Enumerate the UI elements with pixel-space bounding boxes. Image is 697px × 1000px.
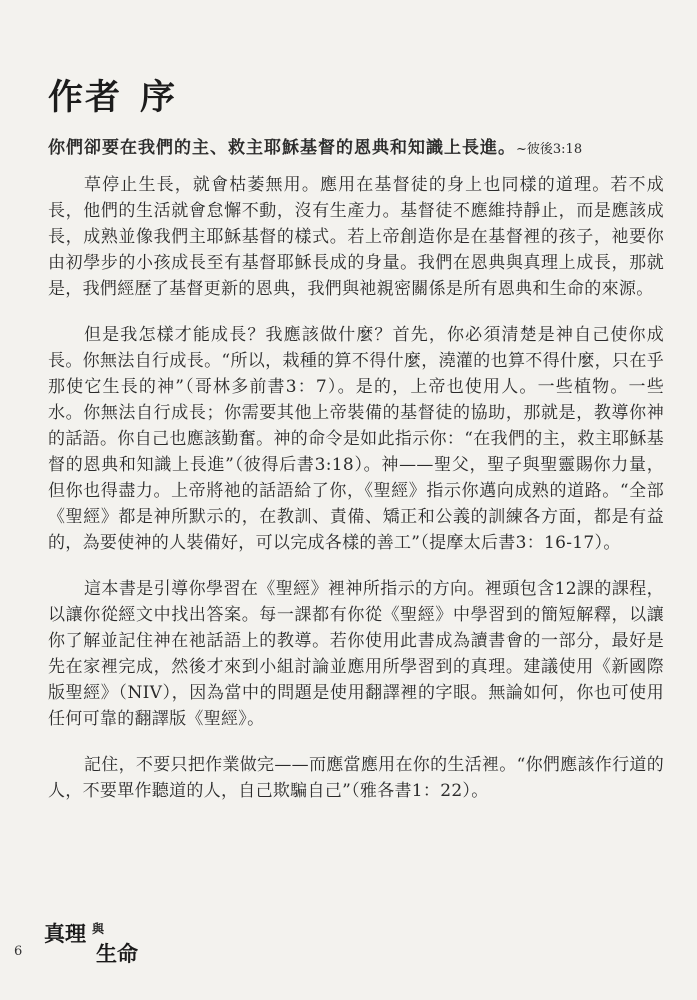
body-text — [48, 172, 664, 824]
paragraph: 但是我怎樣才能成長？我應該做什麼？首先，你必須清楚是神自己使你成長。你無法自行成長。“所以，栽種的算不得什麼，澆灌的也算不得什麼，只在乎那使它生長的神”（哥林多前書3：7）。是的，上帝也使用人。一些植物。一些水。你無法自行成長；你需要其他上帝裝備的基督徒的協助，那就是，教導你神的話語。你自己也應該勤奮。神的命令是如此指示你：“在我們的主，救主耶穌基督的恩典和知識上長進”（彼得后書3:18）。神——聖父，聖子與聖靈賜你力量，但你也得盡力。上帝將祂的話語給了你，《聖經》指示你邁向成熟的道路。“全部《聖經》都是神所默示的，在教訓、責備、矯正和公義的訓練各方面，都是有益的，為要使神的人裝備好，可以完成各樣的善工”（提摩太后書3：16-17）。 — [48, 325, 664, 553]
paragraph: 草停止生長，就會枯萎無用。應用在基督徒的身上也同樣的道理。若不成長，他們的生活就會怠懈不動，沒有生產力。基督徒不應維持靜止，而是應該成長，成熟並像我們主耶穌基督的樣式。若上帝創造你是在基督裡的孩子，祂要你由初學步的小孩成長至有基督耶穌長成的身量。我們在恩典與真理上成長，那就是，我們經歷了基督更新的恩典，我們與祂親密關係是所有恩典和生命的來源。 — [48, 175, 664, 299]
series-logo — [44, 918, 154, 968]
logo-text-life: 生命 — [96, 942, 138, 966]
epigraph — [48, 133, 668, 158]
title-word-author: 作者 — [48, 78, 123, 118]
page-title — [48, 70, 177, 120]
page-number: 6 — [14, 944, 23, 959]
paragraph: 這本書是引導你學習在《聖經》裡神所指示的方向。裡頭包含12課的課程，以讓你從經文中找出答案。每一課都有你從《聖經》中學習到的簡短解釋，以讓你了解並記住神在祂話語上的教導。若你使用此書成為讀書會的一部分，最好是先在家裡完成，然後才來到小組討論並應用所學習到的真理。建議使用《新國際版聖經》（NIV），因為當中的問題是使用翻譯裡的字眼。無論如何，你也可使用任何可靠的翻譯版《聖經》。 — [48, 579, 664, 729]
epigraph-reference: ~彼後3:18 — [516, 142, 583, 157]
paragraph: 記住，不要只把作業做完——而應當應用在你的生活裡。“你們應該作行道的人，不要單作聽道的人，自己欺騙自己”（雅各書1：22）。 — [48, 755, 664, 801]
logo-text-truth: 真理 — [44, 922, 86, 946]
logo-text-and: 與 — [92, 922, 105, 936]
title-word-preface: 序 — [140, 78, 178, 118]
epigraph-text: 你們卻要在我們的主、救主耶穌基督的恩典和知識上長進。 — [48, 138, 516, 158]
